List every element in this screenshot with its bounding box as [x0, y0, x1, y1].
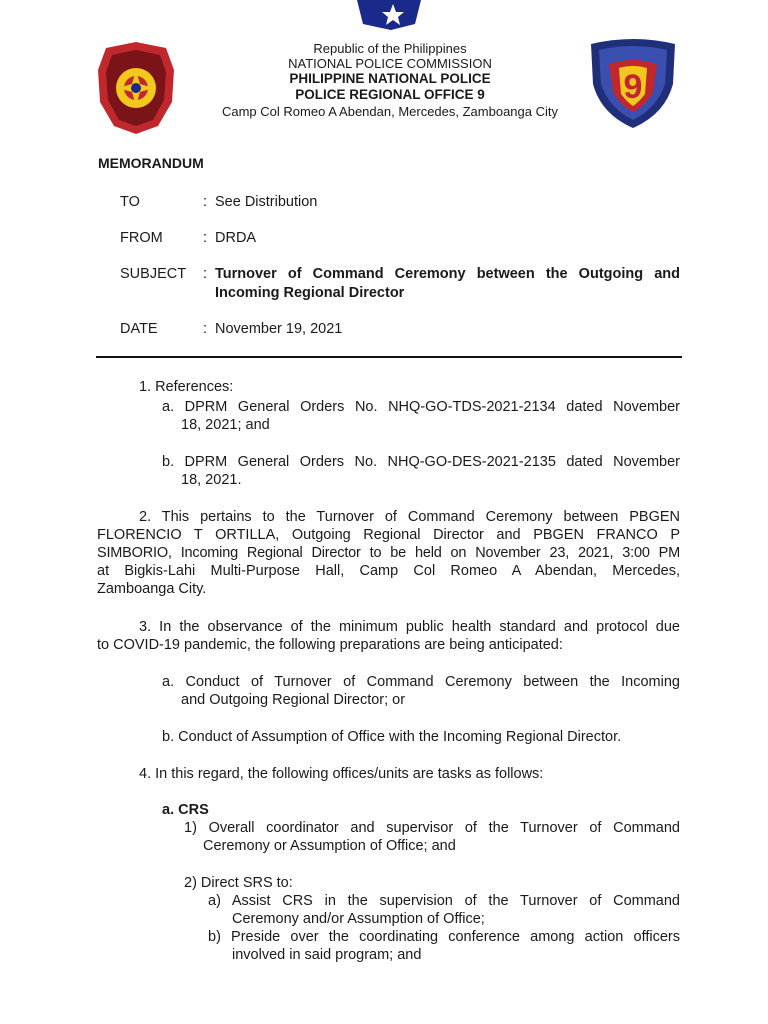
header-pro9: POLICE REGIONAL OFFICE 9 — [295, 87, 485, 102]
from-label: FROM — [120, 230, 163, 246]
p1b-line2: 18, 2021. — [181, 472, 242, 488]
p2-line4: at Bigkis-Lahi Multi-Purpose Hall, Camp Col Romeo A Abendan, Mercedes, — [97, 563, 680, 579]
crs2a-line2: Ceremony and/or Assumption of Office; — [232, 911, 485, 927]
p2-line5: Zamboanga City. — [97, 581, 207, 597]
p3a-line2: and Outgoing Regional Director; or — [181, 692, 406, 708]
p1-references: 1. References: — [139, 379, 234, 395]
subject-label: SUBJECT — [120, 266, 187, 282]
pro9-seal-logo — [585, 34, 681, 130]
to-label: TO — [120, 194, 140, 210]
subject-colon: : — [203, 266, 208, 282]
crs1-line1: 1) Overall coordinator and supervisor of the Turnover of Command — [184, 820, 680, 836]
crs2a-line1: a) Assist CRS in the supervision of the Turnover of Command — [208, 893, 680, 909]
to-value: See Distribution — [215, 194, 318, 210]
p3-line2: to COVID-19 pandemic, the following preparations are being anticipated: — [97, 637, 563, 653]
p3a-line1: a. Conduct of Turnover of Command Ceremony between the Incoming — [162, 674, 680, 690]
crs-heading: a. CRS — [162, 802, 209, 818]
pnp-seal-logo — [96, 40, 176, 136]
from-value: DRDA — [215, 230, 257, 246]
p2-line1: 2. This pertains to the Turnover of Command Ceremony between PBGEN — [139, 509, 680, 525]
header-napolcom: NATIONAL POLICE COMMISSION — [288, 56, 492, 71]
crs2-heading: 2) Direct SRS to: — [184, 875, 293, 891]
crs1-line2: Ceremony or Assumption of Office; and — [203, 838, 456, 854]
p1a-line2: 18, 2021; and — [181, 417, 270, 433]
p1a-line1: a. DPRM General Orders No. NHQ-GO-TDS-2021-2134 dated November — [162, 399, 680, 415]
p4: 4. In this regard, the following offices/units are tasks as follows: — [139, 766, 544, 782]
p1b-line1: b. DPRM General Orders No. NHQ-GO-DES-2021-2135 dated November — [162, 454, 680, 470]
header-address: Camp Col Romeo A Abendan, Mercedes, Zamboanga City — [221, 104, 558, 119]
to-colon: : — [203, 194, 208, 210]
flag-emblem — [355, 0, 425, 38]
crs2b-line1: b) Preside over the coordinating conference among action officers — [208, 929, 680, 945]
subject-value-line2: Incoming Regional Director — [215, 285, 405, 301]
header-republic: Republic of the Philippines — [313, 41, 467, 56]
from-colon: : — [203, 230, 208, 246]
date-label: DATE — [120, 321, 158, 337]
p3-line1: 3. In the observance of the minimum public health standard and protocol due — [139, 619, 680, 635]
date-value: November 19, 2021 — [215, 321, 343, 337]
memo-title: MEMORANDUM — [98, 155, 204, 171]
pro9-seal-number: 9 — [623, 68, 643, 106]
p2-line3: SIMBORIO, Incoming Regional Director to be held on November 23, 2021, 3:00 PM — [97, 545, 680, 561]
date-colon: : — [203, 321, 208, 337]
header-divider — [96, 356, 682, 358]
p3b: b. Conduct of Assumption of Office with the Incoming Regional Director. — [162, 729, 622, 745]
p2-line2: FLORENCIO T ORTILLA, Outgoing Regional Director and PBGEN FRANCO P — [97, 527, 680, 543]
crs2b-line2: involved in said program; and — [232, 947, 422, 963]
subject-value-line1: Turnover of Command Ceremony between the Outgoing and — [215, 266, 680, 282]
header-pnp: PHILIPPINE NATIONAL POLICE — [289, 71, 491, 86]
